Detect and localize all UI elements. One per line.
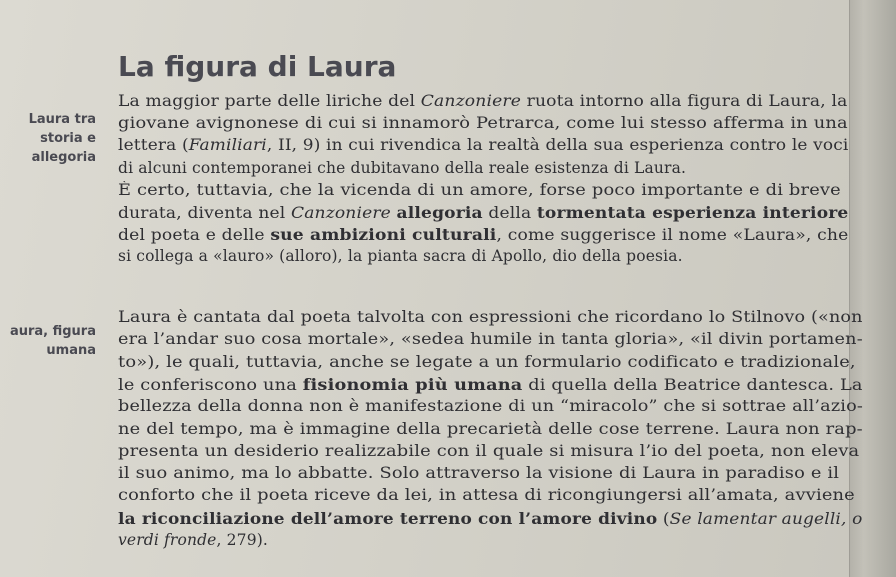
text-run: il suo animo, ma lo abbatte. Solo attraverso la visione di Laura in paradiso e il: [118, 464, 840, 483]
text-run: Laura è cantata dal poeta talvolta con espressioni che ricordano lo Stilnovo («non: [118, 308, 863, 326]
text-line: [118, 353, 856, 371]
text-run: giovane avignonese di cui si innamorò Petrarca, come lui stesso afferma in una: [118, 114, 848, 133]
text-line: [118, 181, 841, 199]
text-run: ruota intorno alla figura di Laura, la: [521, 92, 848, 110]
page-title: La figura di Laura: [118, 50, 397, 83]
bold-text: fisionomia più umana: [302, 374, 523, 394]
text-run: si collega a «lauro» (alloro), la pianta sacra di Apollo, dio della poesia.: [118, 247, 683, 266]
text-line: [118, 247, 683, 265]
page-edge: [849, 0, 896, 577]
italic-text: Se lamentar augelli, o: [669, 509, 863, 528]
text-run: della: [482, 204, 537, 222]
text-run: di quella della Beatrice dantesca. La: [522, 375, 863, 394]
text-line: [118, 375, 863, 394]
margin-note-line: umana: [46, 343, 96, 358]
margin-note-figura-umana: [0, 322, 96, 360]
text-line: [118, 464, 839, 482]
margin-note-line: aura, figura: [9, 324, 96, 339]
text-run: , II, 9) in cui rivendica la realtà della sua esperienza contro le voci: [266, 136, 849, 155]
bold-text: allegoria: [396, 203, 483, 222]
text-line: [118, 203, 848, 222]
margin-note-line: allegoria: [31, 150, 96, 165]
text-line: [118, 159, 686, 177]
text-line: [118, 330, 863, 348]
text-line: [118, 92, 847, 110]
text-run: La maggior parte delle liriche del: [118, 92, 421, 110]
text-run: di alcuni contemporanei che dubitavano della reale esistenza di Laura.: [118, 158, 687, 177]
bold-text: tormentata esperienza interiore: [536, 203, 849, 222]
text-run: conforto che il poeta riceve da lei, in attesa di ricongiungersi all’amata, avviene: [118, 486, 855, 505]
text-line: [118, 420, 863, 438]
text-run: presenta un desiderio realizzabile con il quale si misura l’io del poeta, non eleva: [118, 441, 860, 460]
text-run: lettera (: [118, 136, 189, 155]
text-run: È certo, tuttavia, che la vicenda di un amore, forse poco importante e di breve: [118, 180, 841, 199]
text-line: [118, 308, 863, 326]
text-line: [118, 509, 863, 528]
italic-text: Familiari: [188, 136, 267, 155]
text-line: [118, 225, 848, 244]
text-line: [118, 136, 848, 154]
text-line: [118, 531, 268, 549]
margin-note-line: Laura tra: [28, 112, 96, 127]
bold-text: sue ambizioni culturali: [270, 225, 497, 245]
bold-text: la riconciliazione dell’amore terreno con l’amore divino: [118, 508, 658, 528]
text-run: del poeta e delle: [118, 226, 271, 245]
text-run: , 279).: [216, 531, 268, 549]
text-run: (: [657, 509, 670, 528]
margin-note-storia-allegoria: [0, 110, 96, 167]
text-line: [118, 114, 848, 132]
text-run: ne del tempo, ma è immagine della precarietà delle cose terrene. Laura non rap-: [118, 419, 863, 438]
margin-note-line: storia e: [40, 131, 96, 146]
text-line: [118, 397, 863, 415]
italic-text: verdi fronde: [118, 531, 217, 549]
text-run: era l’andar suo cosa mortale», «sedea humile in tanta gloria», «il divin portamen-: [118, 330, 863, 349]
text-line: [118, 486, 855, 504]
italic-text: Canzoniere: [290, 204, 391, 222]
text-run: le conferiscono una: [118, 375, 303, 394]
text-run: , come suggerisce il nome «Laura», che: [496, 226, 849, 245]
text-run: to»), le quali, tuttavia, anche se legate a un formulario codificato e tradizionale,: [118, 352, 856, 371]
italic-text: Canzoniere: [420, 92, 522, 110]
text-run: bellezza della donna non è manifestazione di un “miracolo” che si sottrae all’azio-: [118, 397, 863, 416]
text-run: durata, diventa nel: [118, 204, 291, 222]
text-line: [118, 442, 859, 460]
